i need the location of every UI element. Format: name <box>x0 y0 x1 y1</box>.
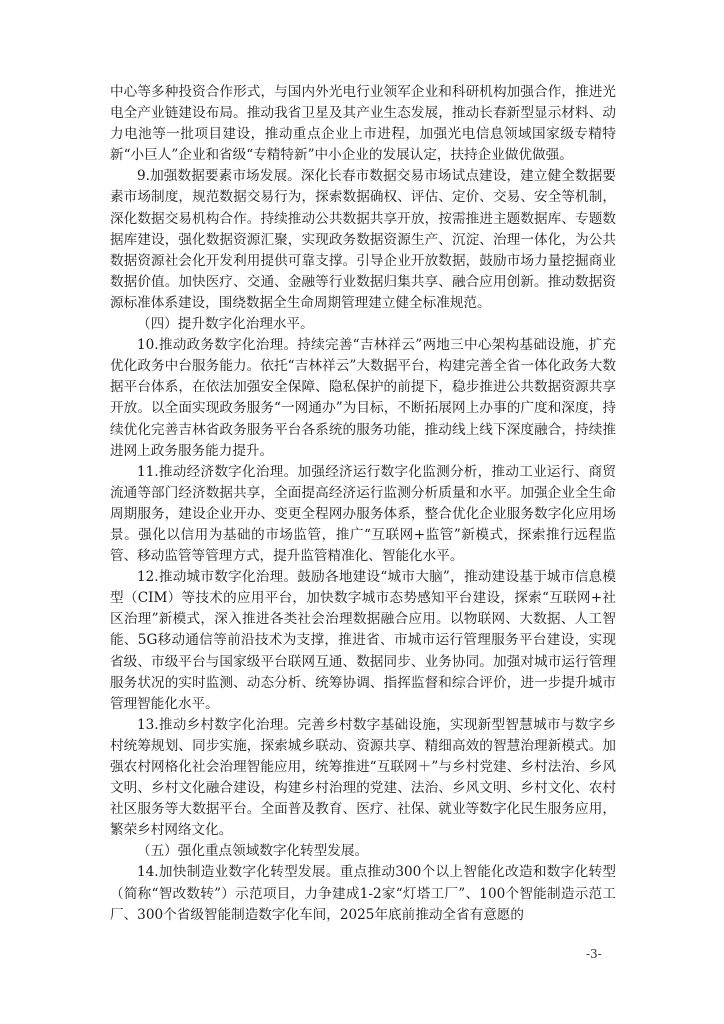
paragraph-item-13: 13.推动乡村数字化治理。完善乡村数字基础设施，实现新型智慧城市与数字乡村统筹规划、同步实施，探索城乡联动、资源共享、精细高效的智慧治理新模式。加强农村网格化社会治理智能应用，统筹推进“互联网＋”与乡村党建、乡村法治、乡风文明、乡村文化融合建设，构建乡村治理的党建、法治、乡风文明、乡村文化、农村社区服务等大数据平台。全面普及教育、医疗、社保、就业等数字化民生服务应用，繁荣乡村网络文化。 <box>110 716 616 839</box>
paragraph-item-9: 9.加强数据要素市场发展。深化长春市数据交易市场试点建设，建立健全数据要素市场制度，规范数据交易行为，探索数据确权、评估、定价、交易、安全等机制，深化数据交易机构合作。持续推动公共数据共享开放，按需推进主题数据库、专题数据库建设，强化数据资源汇聚，实现政务数据资源生产、沉淀、治理一体化，为公共数据资源社会化开发利用提供可靠支撑。引导企业开放数据，鼓励市场力量挖掘商业数据价值。加快医疗、交通、金融等行业数据归集共享、融合应用创新。推动数据资源标准体系建设，围绕数据全生命周期管理建立健全标准规范。 <box>110 168 616 311</box>
paragraph-continued: 中心等多种投资合作形式，与国内外光电行业领军企业和科研机构加强合作，推进光电全产业链建设布局。推动我省卫星及其产业生态发展，推动长春新型显示材料、动力电池等一批项目建设，推动重点企业上市进程，加强光电信息领域国家级专精特新“小巨人”企业和省级“专精特新”中小企业的发展认定，扶持企业做优做强。 <box>110 84 616 164</box>
paragraph-item-11: 11.推动经济数字化治理。加强经济运行数字化监测分析，推动工业运行、商贸流通等部门经济数据共享，全面提高经济运行监测分析质量和水平。加强企业全生命周期服务，建设企业开办、变更全程网办服务体系，整合优化企业服务数字化应用场景。强化以信用为基础的市场监管，推广“互联网+监管”新模式，探索推行远程监管、移动监管等管理方式，提升监管精准化、智能化水平。 <box>110 463 616 565</box>
body-text <box>110 82 616 926</box>
section-heading-4: （四）提升数字化治理水平。 <box>137 316 314 333</box>
paragraph-item-12: 12.推动城市数字化治理。鼓励各地建设“城市大脑”，推动建设基于城市信息模型（CIM）等技术的应用平台，加快数字城市态势感知平台建设，探索“互联网+社区治理”新模式，深入推进各类社会治理数据融合应用。以物联网、大数据、人工智能、5G移动通信等前沿技术为支撑，推进省、市城市运行管理服务平台建设，实现省级、市级平台与国家级平台联网互通、数据同步、业务协同。加强对城市运行管理服务状况的实时监测、动态分析、统筹协调、指挥监督和综合评价，进一步提升城市管理智能化水平。 <box>110 569 616 712</box>
section-heading-5: （五）强化重点领域数字化转型发展。 <box>137 843 369 860</box>
paragraph-item-10: 10.推动政务数字化治理。持续完善“吉林祥云”两地三中心架构基础设施，扩充优化政务中台服务能力。依托“吉林祥云”大数据平台，构建完善全省一体化政务大数据平台体系，在依法加强安全保障、隐私保护的前提下，稳步推进公共数据资源共享开放。以全面实现政务服务“一网通办”为目标，不断拓展网上办事的广度和深度，持续优化完善吉林省政务服务平台各系统的服务功能，推动线上线下深度融合，持续推进网上政务服务能力提升。 <box>110 337 616 459</box>
page-number: -3- <box>586 947 602 961</box>
paragraph-item-14: 14.加快制造业数字化转型发展。重点推动300个以上智能化改造和数字化转型（简称“智改数转”）示范项目，力争建成1-2家“灯塔工厂”、100个智能制造示范工厂、300个省级智能制造数字化车间，2025年底前推动全省有意愿的 <box>110 864 616 923</box>
